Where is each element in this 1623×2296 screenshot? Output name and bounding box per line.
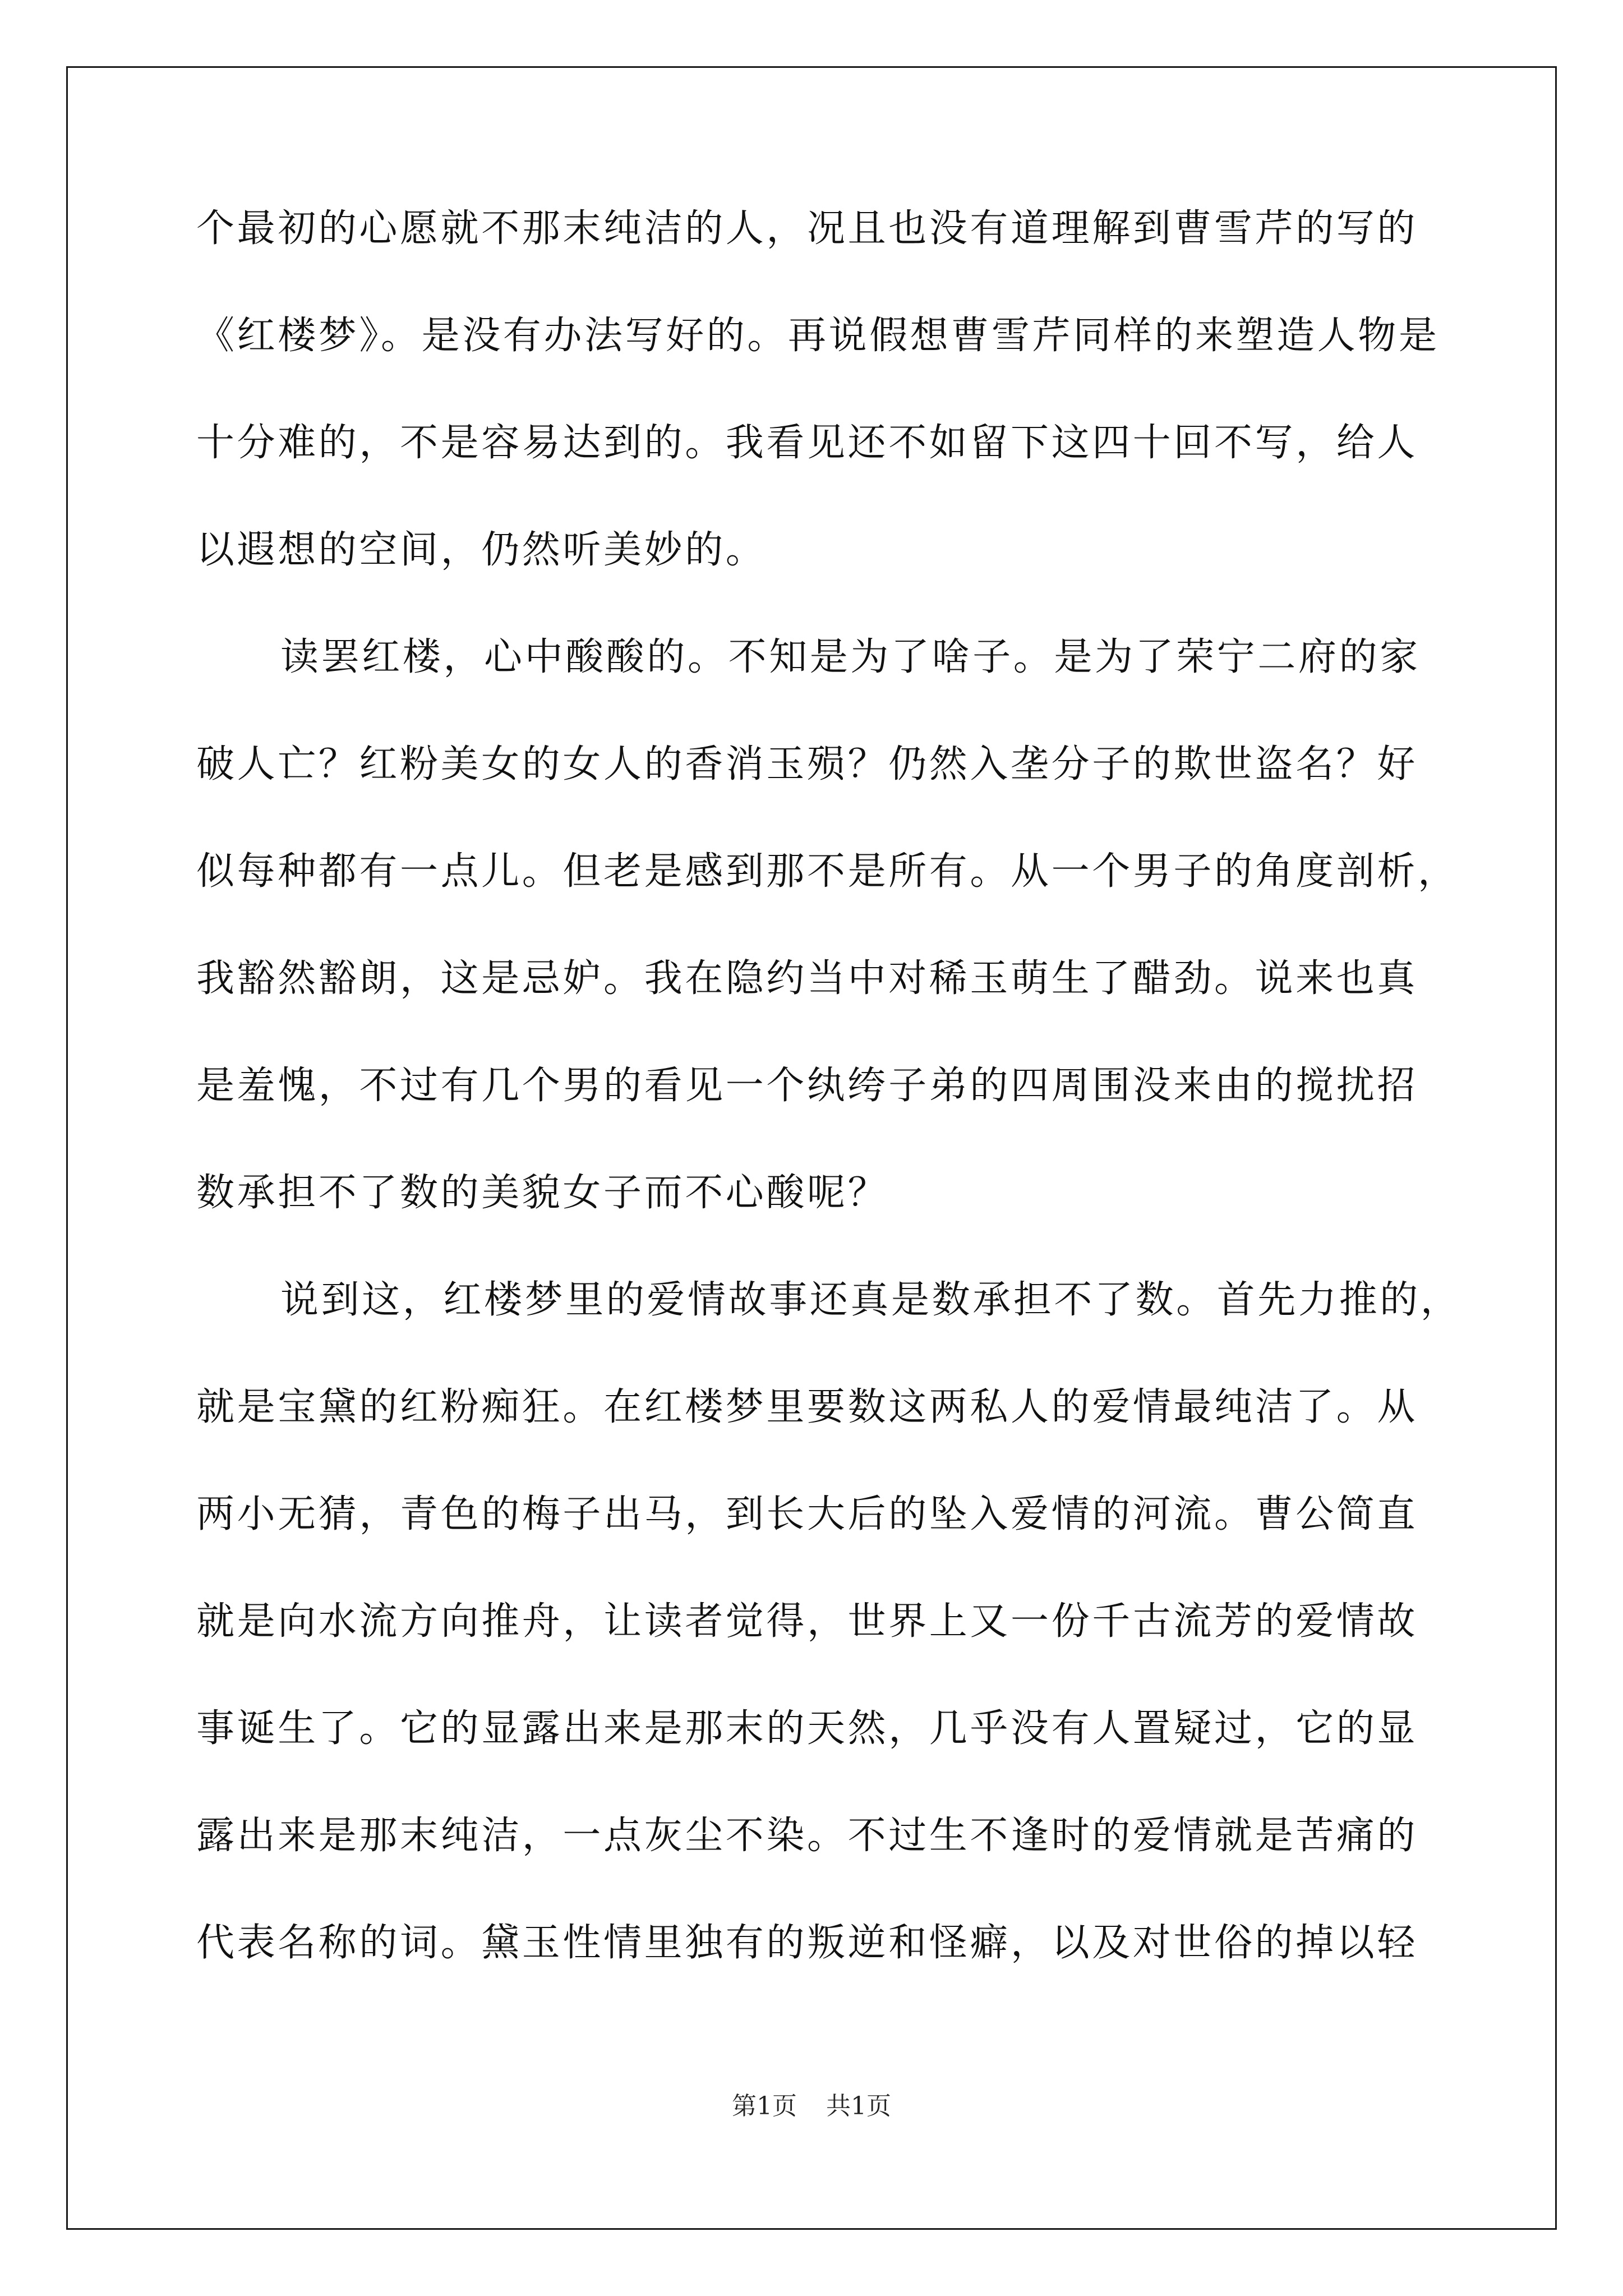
text-line: 破人亡？红粉美女的女人的香消玉殒？仍然入垄分子的欺世盗名？好 [196,742,1418,786]
text-line: 就是宝黛的红粉痴狂。在红楼梦里要数这两私人的爱情最纯洁了。从 [196,1385,1418,1429]
text-line: 十分难的，不是容易达到的。我看见还不如留下这四十回不写，给人 [196,421,1418,465]
document-body [196,206,1461,2031]
text-line: 是羞愧，不过有几个男的看见一个纨绔子弟的四周围没来由的搅扰招 [196,1064,1418,1108]
text-line: 个最初的心愿就不那末纯洁的人，况且也没有道理解到曹雪芹的写的 [196,206,1418,251]
paragraph-first-line: 说到这，红楼梦里的爱情故事还真是数承担不了数。首先力推的， [280,1278,1461,1322]
text-line: 代表名称的词。黛玉性情里独有的叛逆和怪癖，以及对世俗的掉以轻 [196,1921,1418,1965]
text-line: 事诞生了。它的显露出来是那末的天然，几乎没有人置疑过，它的显 [196,1706,1418,1751]
text-line: 露出来是那末纯洁，一点灰尘不染。不过生不逢时的爱情就是苦痛的 [196,1814,1418,1858]
page-number: 第1页 [732,2092,797,2120]
text-line: 以遐想的空间，仍然听美妙的。 [196,528,767,572]
text-line: 似每种都有一点儿。但老是感到那不是所有。从一个男子的角度剖析， [196,849,1459,894]
text-line: 就是向水流方向推舟，让读者觉得，世界上又一份千古流芳的爱情故 [196,1599,1418,1644]
text-line: 《红楼梦》。是没有办法写好的。再说假想曹雪芹同样的来塑造人物是 [196,314,1440,358]
paragraph-first-line: 读罢红楼，心中酸酸的。不知是为了啥子。是为了荣宁二府的家 [280,635,1421,679]
text-line: 我豁然豁朗，这是忌妒。我在隐约当中对稀玉萌生了醋劲。说来也真 [196,956,1418,1001]
text-line: 两小无猜，青色的梅子出马，到长大后的坠入爱情的河流。曹公简直 [196,1492,1418,1536]
page-total: 共1页 [826,2092,891,2120]
page-footer [0,2086,1623,2122]
text-line: 数承担不了数的美貌女子而不心酸呢？ [196,1171,889,1215]
